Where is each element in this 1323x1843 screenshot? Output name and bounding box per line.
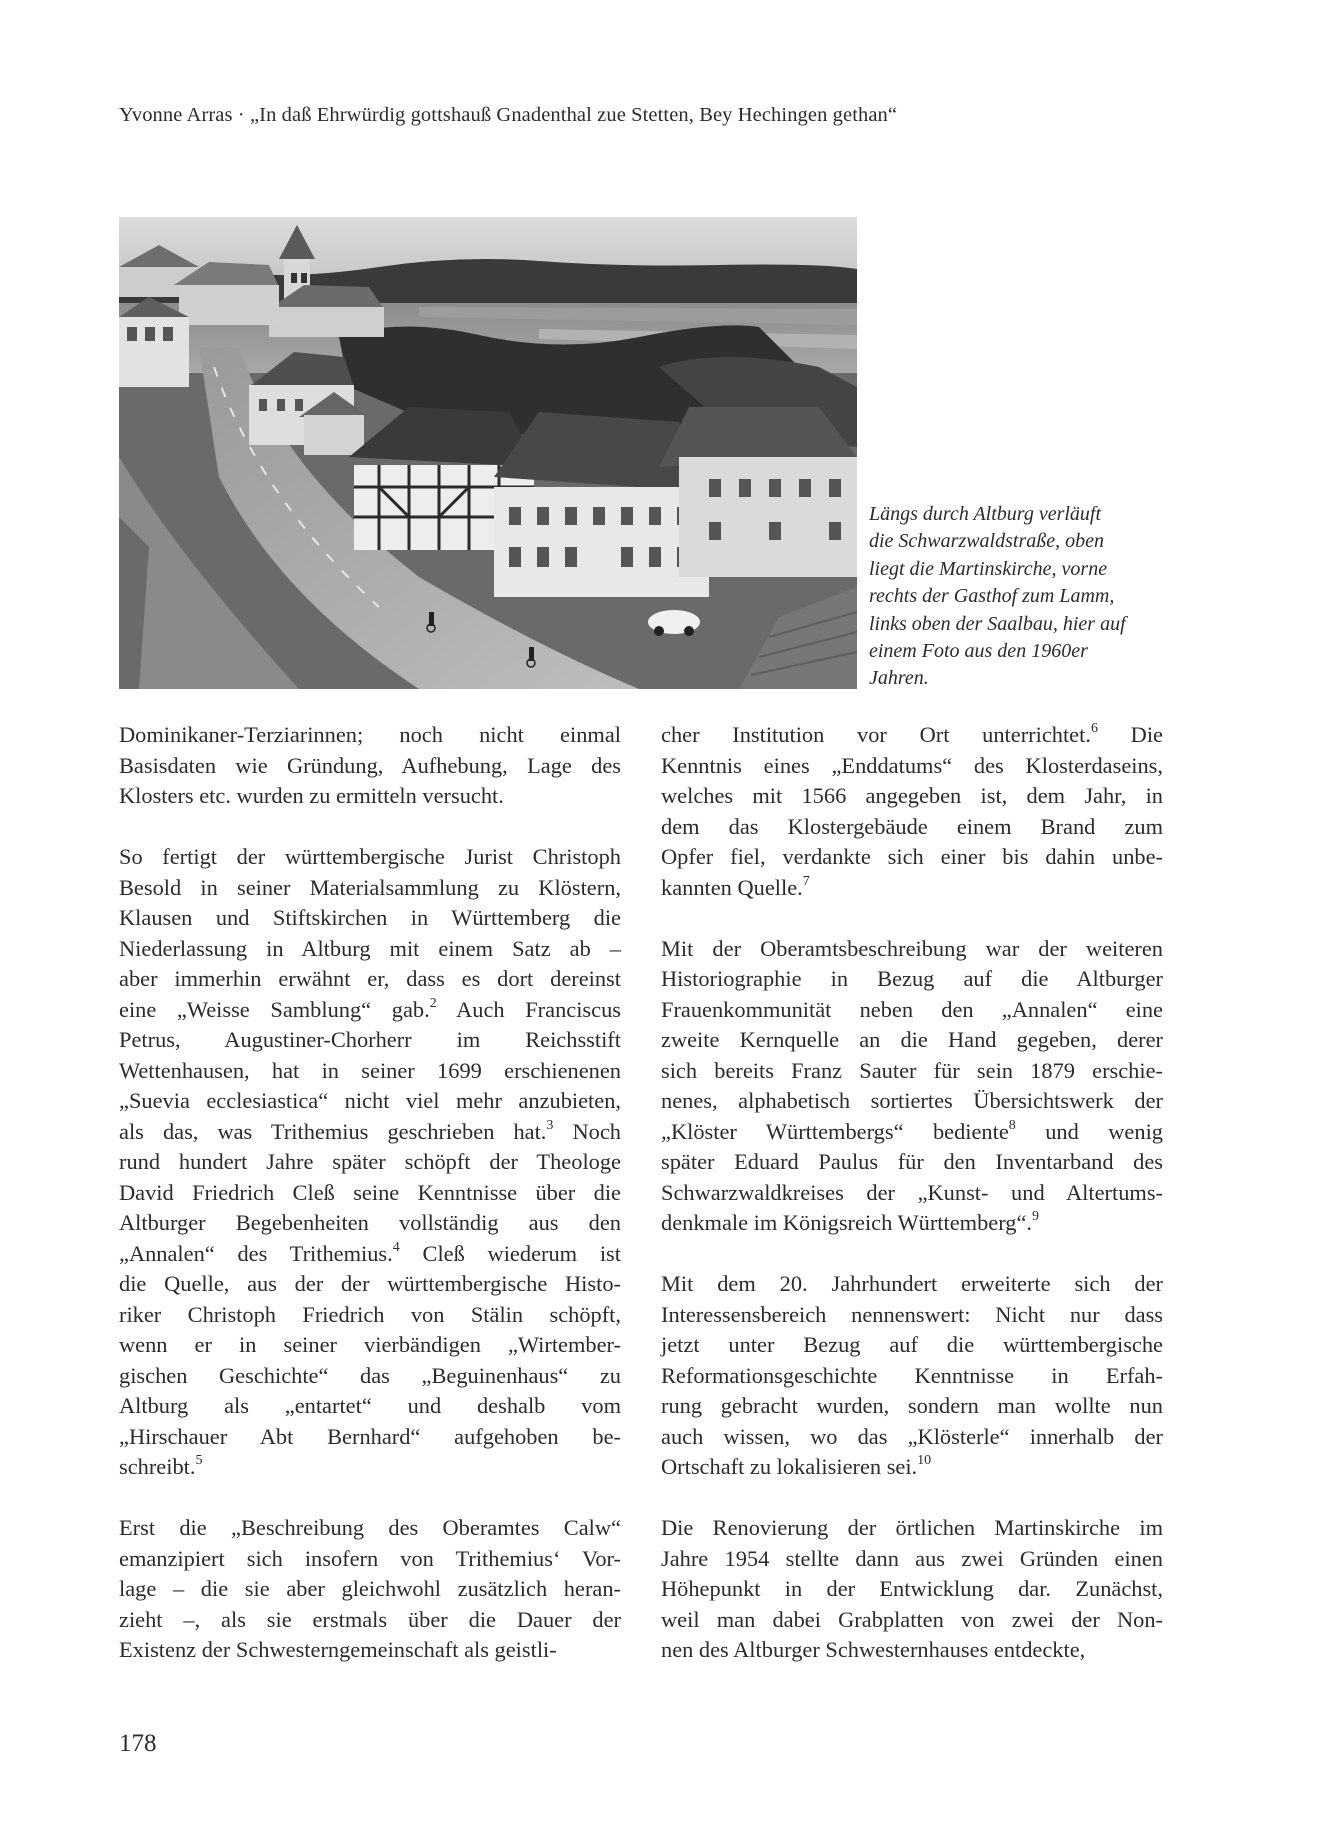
text-line: Jahre 1954 stellte dann aus zwei Gründen einen — [661, 1545, 1163, 1571]
text-line: Kenntnis eines „Enddatums“ des Klosterdaseins, — [661, 752, 1163, 778]
photo-caption — [869, 501, 1181, 693]
paragraph — [661, 1513, 1163, 1666]
right-column — [661, 720, 1163, 1696]
text-line: weil man dabei Grabplatten von zwei der Non- — [661, 1606, 1163, 1632]
text-line: schreibt.$^5$ — [119, 1453, 203, 1479]
text-line: Klausen und Stiftskirchen in Württemberg die — [119, 905, 621, 930]
text-line: rund hundert Jahre später schöpft der Theologe — [119, 1149, 621, 1174]
footnote-marker[interactable]: 4 — [392, 1239, 400, 1255]
text-line: als das, was Trithemius geschrieben hat.$^3$ Noch — [119, 1117, 621, 1144]
text-line: dem das Klostergebäude einem Brand zum — [661, 813, 1163, 839]
paragraph — [661, 1269, 1163, 1483]
text-line: Interessensbereich nennenswert: Nicht nur dass — [661, 1301, 1163, 1327]
caption-line: liegt die Martinskirche, vorne — [869, 557, 1108, 580]
village-photo — [119, 217, 857, 689]
paragraph — [119, 1513, 621, 1666]
text-line: „Suevia ecclesiastica“ nicht viel mehr anzubieten, — [119, 1088, 621, 1113]
footnote-marker[interactable]: 8 — [1008, 1117, 1016, 1133]
text-line: aber immerhin erwähnt er, dass es dort dereinst — [119, 966, 621, 991]
text-line: jetzt unter Bezug auf die württembergische — [661, 1332, 1163, 1357]
text-line: riker Christoph Friedrich von Stälin schöpft, — [119, 1301, 621, 1327]
text-line: Altburg als „entartet“ und deshalb vom — [119, 1393, 621, 1418]
text-line: Existenz der Schwesterngemeinschaft als geistli- — [119, 1637, 557, 1662]
text-line: emanzipiert sich insofern von Trithemius‘ Vor- — [119, 1545, 621, 1571]
footnote-marker[interactable]: 7 — [802, 873, 810, 889]
text-line: denkmale im Königsreich Württemberg“.$^9$ — [661, 1209, 1039, 1235]
text-line: Altburger Begebenheiten vollständig aus den — [119, 1210, 621, 1235]
text-line: Mit der Oberamtsbeschreibung war der weiteren — [661, 935, 1163, 961]
text-line: nen des Altburger Schwesternhauses entdeckte, — [661, 1637, 1086, 1662]
text-line: Klosters etc. wurden zu ermitteln versucht. — [119, 783, 504, 808]
text-line: Mit dem 20. Jahrhundert erweiterte sich der — [661, 1271, 1163, 1296]
village-photo-drawing — [119, 217, 857, 689]
text-line: sich bereits Franz Sauter für sein 1879 erschie- — [661, 1057, 1163, 1083]
footnote-marker[interactable]: 10 — [917, 1453, 932, 1469]
text-line: zieht –, als sie erstmals über die Dauer der — [119, 1606, 621, 1632]
caption-line: Längs durch Altburg verläuft — [869, 503, 1102, 525]
text-line: lage – die sie aber gleichwohl zusätzlich heran- — [119, 1576, 621, 1601]
text-line: Besold in seiner Materialsammlung zu Klöstern, — [119, 874, 621, 900]
paragraph — [119, 720, 621, 812]
paragraph — [661, 934, 1163, 1239]
text-line: „Klöster Württembergs“ bediente$^8$ und wenig — [661, 1117, 1163, 1144]
text-line: cher Institution vor Ort unterrichtet.$^6$ Die — [661, 721, 1163, 747]
text-line: zweite Kernquelle an die Hand gegeben, derer — [661, 1027, 1163, 1052]
text-line: Dominikaner-Terziarinnen; noch nicht einmal — [119, 722, 621, 747]
caption-line: einem Foto aus den 1960er — [869, 640, 1088, 663]
text-line: kannten Quelle.$^7$ — [661, 873, 810, 900]
footnote-marker[interactable]: 2 — [429, 995, 437, 1011]
text-line: „Hirschauer Abt Bernhard“ aufgehoben be- — [119, 1423, 621, 1449]
text-line: Petrus, Augustiner-Chorherr im Reichsstift — [119, 1027, 621, 1052]
text-line: So fertigt der württembergische Jurist Christoph — [119, 844, 621, 869]
page-number: 178 — [119, 1730, 157, 1757]
text-line: Ortschaft zu lokalisieren sei.$^{10}$ — [661, 1453, 932, 1479]
text-line: Historiographie in Bezug auf die Altburger — [661, 966, 1163, 991]
text-line: gischen Geschichte“ das „Beguinenhaus“ zu — [119, 1362, 621, 1388]
footnote-marker[interactable]: 5 — [195, 1453, 203, 1469]
text-line: eine „Weisse Samblung“ gab.$^2$ Auch Franciscus — [119, 995, 621, 1022]
footnote-marker[interactable]: 9 — [1032, 1209, 1039, 1225]
text-line: Niederlassung in Altburg mit einem Satz ab – — [119, 935, 621, 961]
caption-line: Jahren. — [869, 667, 929, 690]
text-line: später Eduard Paulus für den Inventarband des — [661, 1149, 1163, 1174]
text-line: nenes, alphabetisch sortiertes Übersichtswerk der — [661, 1088, 1163, 1113]
text-line: Erst die „Beschreibung des Oberamtes Calw“ — [119, 1515, 621, 1540]
text-line: Die Renovierung der örtlichen Martinskirche im — [661, 1515, 1163, 1540]
text-line: auch wissen, wo das „Klösterle“ innerhalb der — [661, 1423, 1163, 1449]
text-line: Opfer fiel, verdankte sich einer bis dahin unbe- — [661, 844, 1163, 869]
text-line: Wettenhausen, hat in seiner 1699 erschienenen — [119, 1057, 621, 1083]
text-line: Höhepunkt in der Entwicklung dar. Zunächst, — [661, 1576, 1163, 1601]
text-line: Frauenkommunität neben den „Annalen“ eine — [661, 996, 1163, 1022]
caption-line: links oben der Saalbau, hier auf — [869, 612, 1126, 635]
running-head: Yvonne Arras · „In daß Ehrwürdig gottshauß Gnadenthal zue Stetten, Bey Hechingen gethan“ — [119, 104, 898, 126]
text-line: rung gebracht wurden, sondern man wollte nun — [661, 1393, 1163, 1418]
paragraph — [119, 842, 621, 1483]
footnote-marker[interactable]: 3 — [546, 1117, 554, 1133]
text-line: „Annalen“ des Trithemius.$^4$ Cleß wiederum ist — [119, 1239, 621, 1266]
caption-line: rechts der Gasthof zum Lamm, — [869, 585, 1115, 608]
text-line: Schwarzwaldkreises der „Kunst- und Altertums- — [661, 1179, 1163, 1205]
text-line: die Quelle, aus der der württembergische Histo- — [119, 1271, 621, 1296]
text-line: Basisdaten wie Gründung, Aufhebung, Lage des — [119, 752, 621, 778]
text-line: Reformationsgeschichte Kenntnisse in Erfah- — [661, 1362, 1163, 1388]
footnote-marker[interactable]: 6 — [1090, 721, 1098, 737]
paragraph — [661, 720, 1163, 903]
text-line: David Friedrich Cleß seine Kenntnisse über die — [119, 1179, 621, 1205]
caption-line: die Schwarzwaldstraße, oben — [869, 530, 1104, 553]
left-column — [119, 720, 621, 1696]
text-line: wenn er in seiner vierbändigen „Wirtember- — [119, 1332, 621, 1357]
text-line: welches mit 1566 angegeben ist, dem Jahr, in — [661, 783, 1163, 808]
